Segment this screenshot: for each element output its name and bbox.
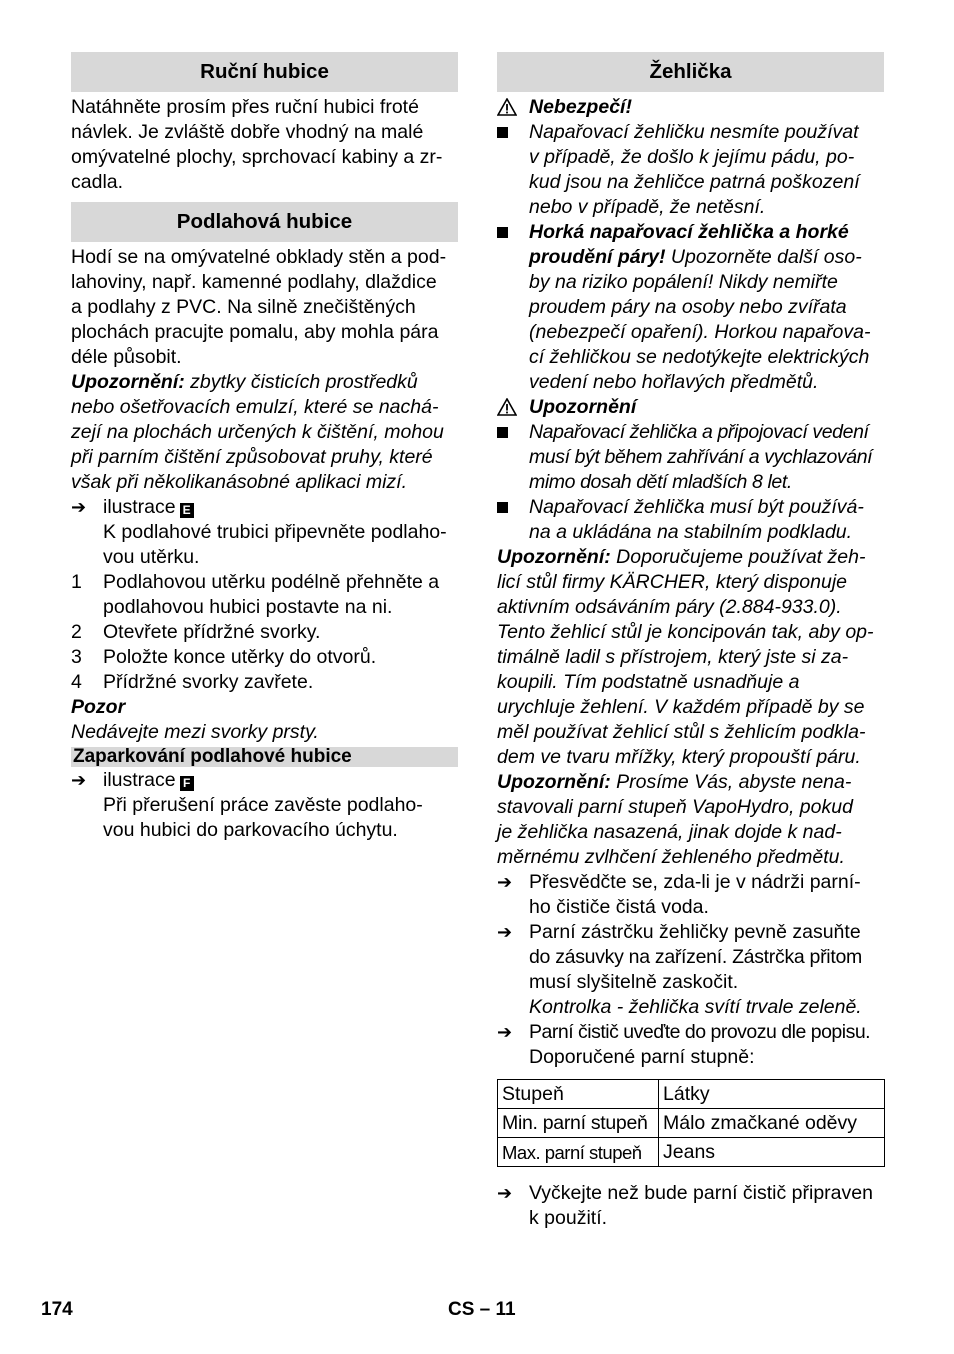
upozorneni-note: Upozornění: zbytky čisticích prostředků nebo ošetřovacích emulzí, které se nachá- zejí na plochách určených k čištění, mohou při parním čištění způsobovat pruhy, které však při několikanásobné aplikaci mizí. [71, 371, 444, 493]
warning-triangle-icon [497, 395, 519, 420]
left-column [71, 52, 458, 843]
pozor-note: Pozor Nedávejte mezi svorky prsty. [71, 696, 319, 743]
square-bullet-icon [497, 427, 508, 438]
step-1: 1 Podlahovou utěrku podélně přehněte a podlahovou hubici postavte na ni. [71, 571, 440, 618]
table-row [498, 1138, 885, 1167]
table-row [498, 1109, 885, 1138]
subsection-header-zaparkovani: Zaparkování podlahové hubice [71, 747, 458, 767]
instruction-wait-ready: ➔ Vyčkejte než bude parní čistič připraven k použití. [497, 1182, 873, 1229]
table-cell: Málo zmačkané oděvy [659, 1109, 885, 1138]
caution-bullet-2: Napařovací žehlička musí být používá- na a ukládána na stabilním podkladu. [497, 495, 884, 545]
figure-tag-e: E [180, 503, 194, 518]
table-cell: Jeans [659, 1138, 885, 1167]
instruction-start-cleaner: ➔ Parní čistič uveďte do provozu dle popisu. Doporučené parní stupně: [497, 1021, 871, 1068]
warning-triangle-icon [497, 95, 519, 120]
table-header-cell: Látky [659, 1080, 885, 1109]
right-arrow-icon: ➔ [497, 922, 513, 942]
step-2: 2 Otevřete přídržné svorky. [71, 621, 321, 643]
upozorneni-heading: Upozornění [497, 395, 884, 420]
step-3: 3 Položte konce utěrky do otvorů. [71, 646, 377, 668]
right-arrow-icon: ➔ [497, 872, 513, 892]
right-arrow-icon: ➔ [71, 497, 87, 517]
steam-level-table [497, 1079, 885, 1167]
section-header-zehlicka: Žehlička [497, 52, 884, 92]
page-number: 174 [41, 1299, 73, 1320]
figure-tag-f: F [180, 776, 194, 791]
right-arrow-icon: ➔ [71, 770, 87, 790]
section-header-rucni-hubice: Ruční hubice [71, 52, 458, 92]
table-cell: Max. parní stupeň [498, 1138, 659, 1167]
rucni-hubice-text: Natáhněte prosím přes ruční hubici froté návlek. Je zvláště dobře vhodný na malé omývatelné plochy, sprchovací kabiny a zr- cadla. [71, 96, 443, 193]
danger-bullet-2: Horká napařovací žehlička a horké proudění páry! Upozorněte další oso- by na riziko popálení! Nikdy nemiřte proudem páry na osoby nebo zvířata (nebezpečí opaření). Horkou napařova- cí žehličkou se nedotýkejte elektrických vedení nebo hořlavých předmětů. [497, 220, 884, 395]
ilustrace-f-item: ➔ ilustrace F Při přerušení práce zavěste podlaho- vou hubici do parkovacího úchytu. [71, 769, 423, 841]
nebezpeci-heading: Nebezpečí! [497, 95, 884, 120]
table-cell: Min. parní stupeň [498, 1109, 659, 1138]
ilustrace-e-item: ➔ ilustrace E K podlahové trubici připevněte podlaho- vou utěrku. [71, 496, 447, 568]
danger-bullet-1: Napařovací žehličku nesmíte používat v případě, že došlo k jejímu pádu, po- kud jsou na žehličce patrná poškození nebo v případě, že netěsní. [497, 120, 884, 220]
instruction-check-water: ➔ Přesvědčte se, zda-li je v nádrži parní- ho čističe čistá voda. [497, 871, 861, 918]
instruction-plug-iron: ➔ Parní zástrčku žehličky pevně zasuňte do zásuvky na zařízení. Zástrčka přitom musí slyšitelně zaskočit. Kontrolka - žehlička svítí trvale zeleně. [497, 921, 862, 1018]
step-4: 4 Přídržné svorky zavřete. [71, 671, 314, 693]
caution-bullet-1: Napařovací žehlička a připojovací vedení musí být během zahřívání a vychlazování mimo dosah dětí mladších 8 let. [497, 420, 884, 495]
table-header-cell: Stupeň [498, 1080, 659, 1109]
square-bullet-icon [497, 227, 508, 238]
right-arrow-icon: ➔ [497, 1022, 513, 1042]
right-column [497, 52, 884, 1231]
page-code: CS – 11 [448, 1299, 516, 1320]
table-header-row [498, 1080, 885, 1109]
square-bullet-icon [497, 127, 508, 138]
square-bullet-icon [497, 502, 508, 513]
note-ironing-table: Upozornění: Doporučujeme používat žeh- licí stůl firmy KÄRCHER, který disponuje aktivním odsáváním páry (2.884-933.0). Tento žehlicí stůl je koncipován tak, aby op- timálně ladil s přístrojem, který jste si za- koupili. Tím podstatně usnadňuje a urychluje žehlení. V každém případě by se měl používat žehlicí stůl s žehlicím podkla- dem ve tvaru mřížky, který propouští páru. [497, 546, 874, 768]
right-arrow-icon: ➔ [497, 1183, 513, 1203]
note-vapohydro: Upozornění: Prosíme Vás, abyste nena- stavovali parní stupeň VapoHydro, pokud je žehlička nasazená, jinak dojde k nad- měrnému zvlhčení žehleného předmětu. [497, 771, 853, 868]
podlahova-hubice-text: Hodí se na omývatelné obklady stěn a pod- lahoviny, např. kamenné podlahy, dlaždice a podlahy z PVC. Na silně znečištěných plochách pracujte pomalu, aby mohla pára déle působit. [71, 246, 447, 368]
section-header-podlahova-hubice: Podlahová hubice [71, 202, 458, 242]
